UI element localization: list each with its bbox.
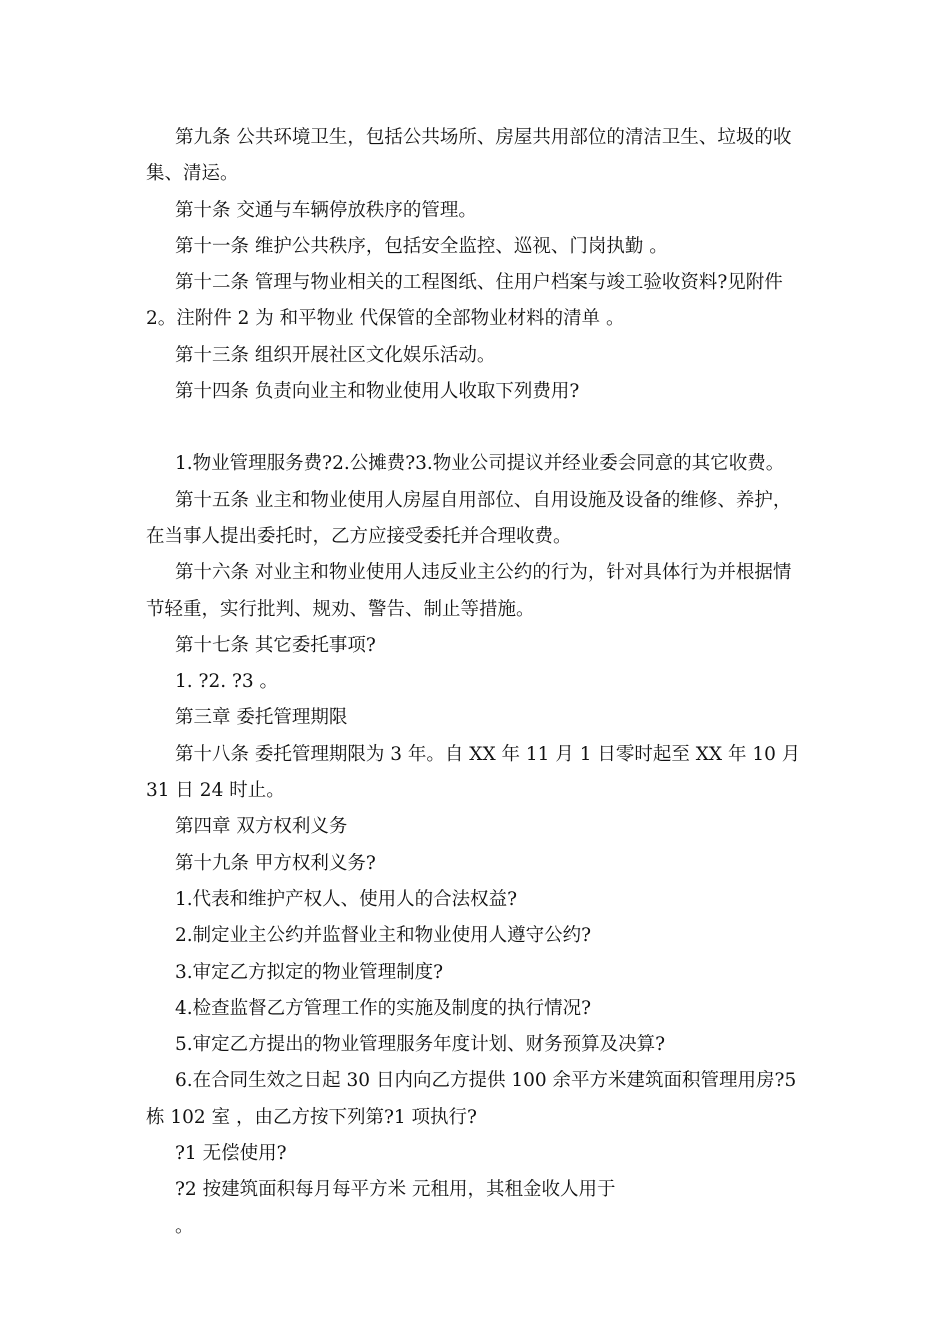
party-a-item-6: 6.在合同生效之日起 30 日内向乙方提供 100 余平方米建筑面积管理用房?5 栋 102 室 ，由乙方按下列第?1 项执行? <box>146 1070 797 1128</box>
article-14: 第十四条 负责向业主和物业使用人收取下列费用? <box>175 381 580 403</box>
chapter-3-heading: 第三章 委托管理期限 <box>175 707 348 729</box>
party-a-item-2: 2.制定业主公约并监督业主和物业使用人遵守公约? <box>175 925 592 947</box>
article-12: 第十二条 管理与物业相关的工程图纸、住用户档案与竣工验收资料?见附件2。注附件 2 为 和平物业 代保管的全部物业材料的清单 。 <box>146 272 783 330</box>
blank-line <box>146 410 806 446</box>
article-18: 第十八条 委托管理期限为 3 年。自 XX 年 11 月 1 日零时起至 XX 年 10 月 31 日 24 时止。 <box>146 743 801 802</box>
article-9: 第九条 公共环境卫生，包括公共场所、房屋共用部位的清洁卫生、垃圾的收集、清运。 <box>146 127 792 185</box>
article-13: 第十三条 组织开展社区文化娱乐活动。 <box>175 344 496 366</box>
party-a-item-4: 4.检查监督乙方管理工作的实施及制度的执行情况? <box>175 997 592 1019</box>
party-a-item-1: 1.代表和维护产权人、使用人的合法权益? <box>175 888 518 910</box>
article-11: 第十一条 维护公共秩序，包括安全监控、巡视、门岗执勤 。 <box>175 235 668 257</box>
article-17: 第十七条 其它委托事项? <box>175 634 376 656</box>
trailing-period: 。 <box>175 1215 194 1237</box>
party-a-item-5: 5.审定乙方提出的物业管理服务年度计划、财务预算及决算? <box>175 1034 666 1056</box>
article-15: 第十五条 业主和物业使用人房屋自用部位、自用设施及设备的维修、养护，在当事人提出委托时，乙方应接受委托并合理收费。 <box>146 489 792 547</box>
article-10: 第十条 交通与车辆停放秩序的管理。 <box>175 199 477 221</box>
article-16: 第十六条 对业主和物业使用人违反业主公约的行为，针对具体行为并根据情节轻重，实行批判、规劝、警告、制止等措施。 <box>146 562 792 620</box>
option-2: ?2 按建筑面积每月每平方米 元租用，其租金收人用于 <box>175 1179 616 1201</box>
article-19: 第十九条 甲方权利义务? <box>175 852 376 874</box>
chapter-4-heading: 第四章 双方权利义务 <box>175 816 348 838</box>
option-1: ?1 无偿使用? <box>175 1143 287 1165</box>
fee-list: 1.物业管理服务费?2.公摊费?3.物业公司提议并经业委会同意的其它收费。 <box>175 453 785 475</box>
party-a-item-3: 3.审定乙方拟定的物业管理制度? <box>175 961 444 983</box>
other-items-list: 1. ?2. ?3 。 <box>175 671 279 693</box>
document-body <box>146 120 806 1245</box>
